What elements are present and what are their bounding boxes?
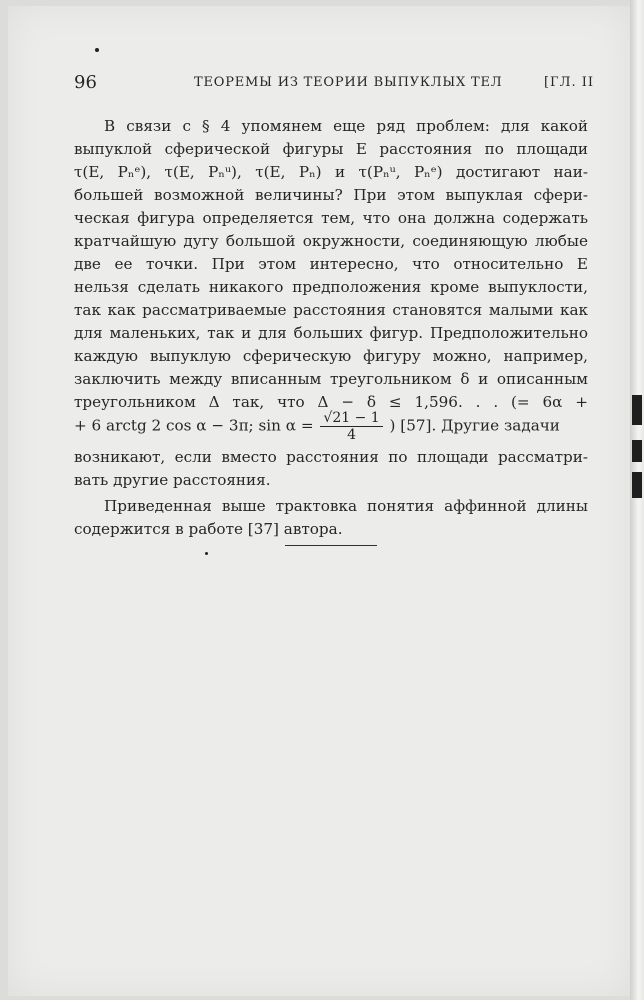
- running-title: ТЕОРЕМЫ ИЗ ТЕОРИИ ВЫПУКЛЫХ ТЕЛ: [194, 75, 503, 90]
- fraction-numerator: √21 − 1: [320, 410, 382, 427]
- text-line: заключить между вписанным треугольником δ и описанным: [74, 370, 588, 388]
- edge-mark: [632, 440, 642, 462]
- text-line: Приведенная выше трактовка понятия аффинной длины: [104, 497, 588, 515]
- text-line: каждую выпуклую сферическую фигуру можно, например,: [74, 347, 588, 365]
- formula-left: + 6 arctg 2 cos α − 3π; sin α =: [74, 416, 314, 435]
- text-line: ческая фигура определяется тем, что она должна содержать: [74, 209, 588, 227]
- ink-speck: [95, 48, 99, 52]
- text-line: вать другие расстояния.: [74, 471, 271, 489]
- page-edge: [630, 0, 644, 1000]
- text-line: треугольником Δ так, что Δ − δ ≤ 1,596. . . (= 6α +: [74, 393, 588, 411]
- text-line: нельзя сделать никакого предположения кроме выпуклости,: [74, 278, 588, 296]
- text-line: возникают, если вместо расстояния по площади рассматри-: [74, 448, 588, 466]
- page-header: [74, 72, 594, 96]
- text-line: две ее точки. При этом интересно, что относительно E: [74, 255, 588, 273]
- formula-line: [74, 410, 588, 443]
- text-line: так как рассматриваемые расстояния становятся малыми как: [74, 301, 588, 319]
- text-line: для маленьких, так и для больших фигур. Предположительно: [74, 324, 588, 342]
- edge-mark: [632, 472, 642, 498]
- formula-right: ) [57]. Другие задачи: [389, 416, 560, 435]
- formula-fraction: [320, 410, 382, 443]
- text-line: В связи с § 4 упомянем еще ряд проблем: для какой: [104, 117, 588, 135]
- chapter-label: [ГЛ. II: [543, 75, 594, 90]
- ink-speck: [205, 552, 208, 555]
- text-line: кратчайшую дугу большой окружности, соединяющую любые: [74, 232, 588, 250]
- page-number: 96: [74, 72, 97, 93]
- text-line: τ(E, Pₙᵉ), τ(E, Pₙᵘ), τ(E, Pₙ) и τ(Pₙᵘ, Pₙᵉ) достигают наи-: [74, 163, 588, 181]
- edge-mark: [632, 395, 642, 425]
- text-line: выпуклой сферической фигуры E расстояния по площади: [74, 140, 588, 158]
- text-line: содержится в работе [37] автора.: [74, 520, 343, 538]
- fraction-denominator: 4: [347, 427, 356, 443]
- text-line: большей возможной величины? При этом выпуклая сфери-: [74, 186, 588, 204]
- section-end-rule: [285, 545, 377, 546]
